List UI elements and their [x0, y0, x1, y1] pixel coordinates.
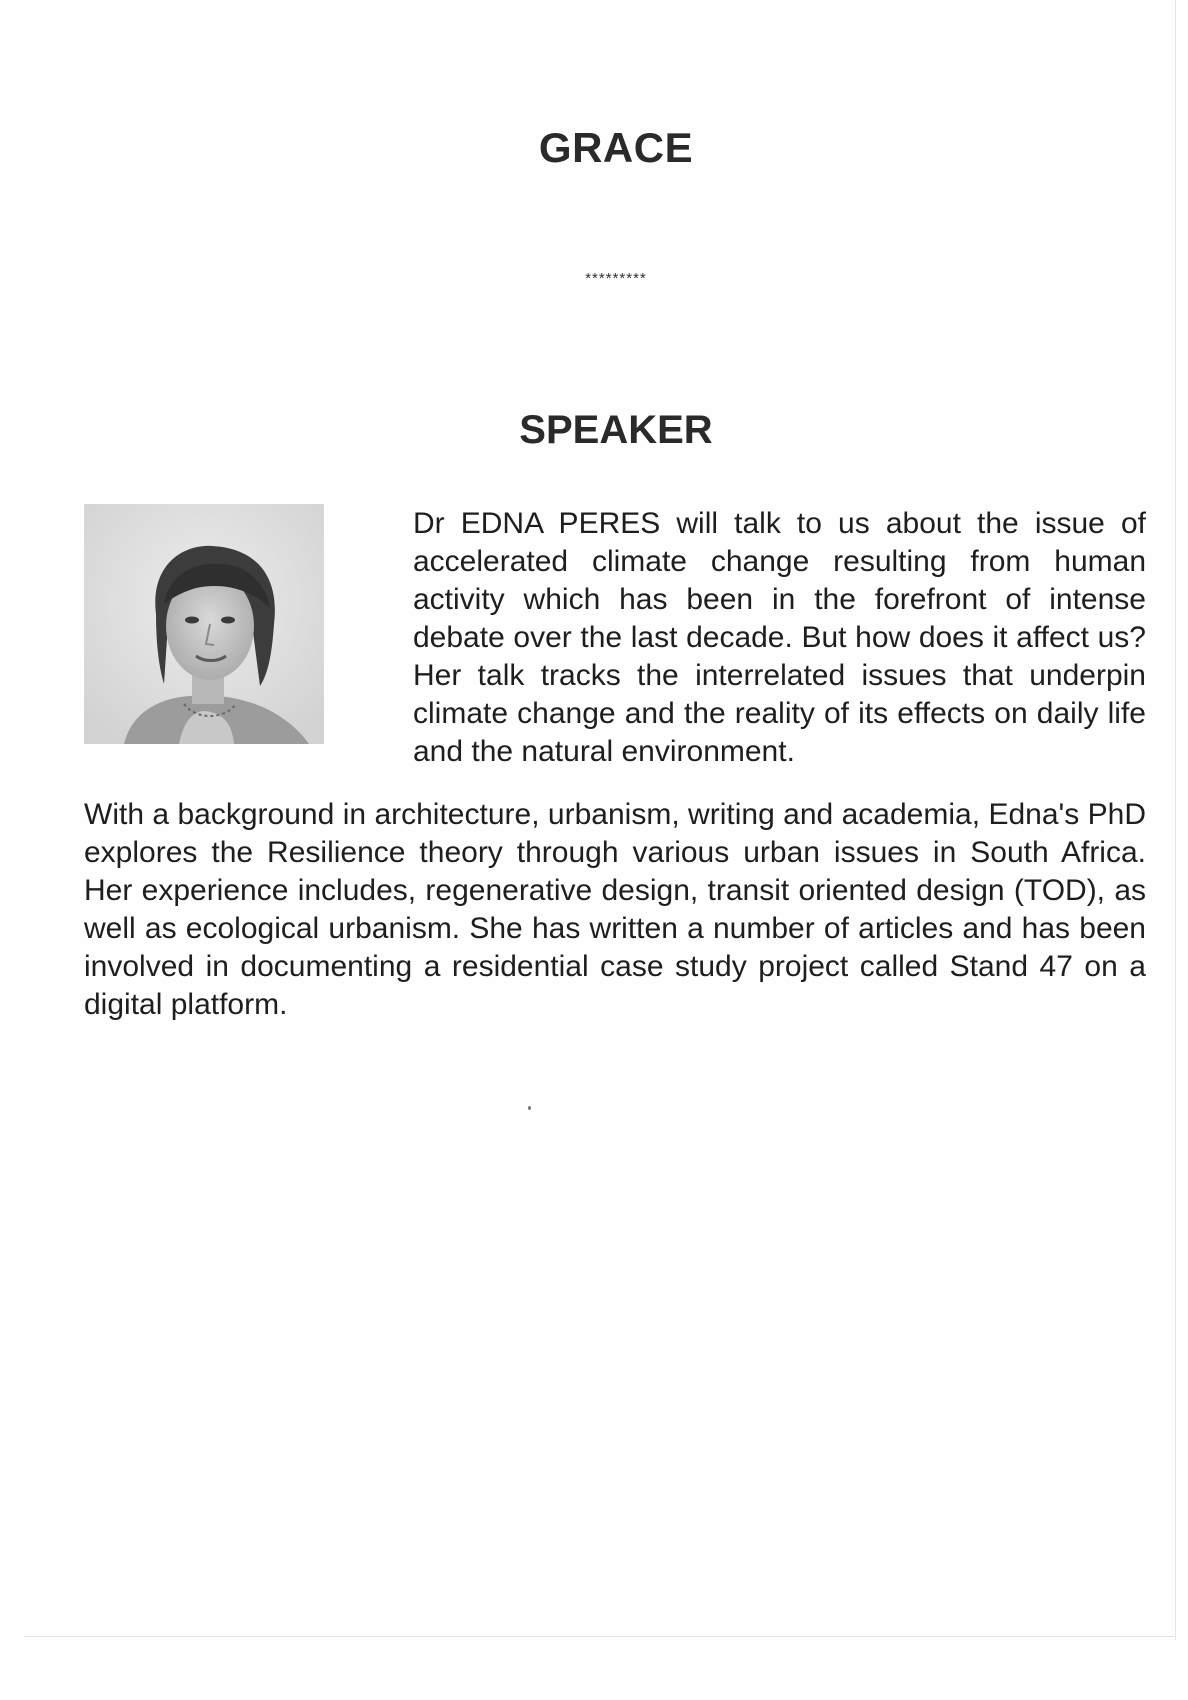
page-edge-bottom: [24, 1636, 1174, 1637]
speaker-intro-paragraph: Dr EDNA PERES will talk to us about the issue of accelerated climate change resulting from human activity which has been in the forefront of intense debate over the last decade. But how does it affect us? Her talk tracks the interrelated issues that underpin climate change and the reality of its effects on daily life and the natural environment.: [413, 507, 1146, 768]
asterisk-divider: *********: [585, 270, 647, 287]
speaker-bio-paragraph: With a background in architecture, urbanism, writing and academia, Edna's PhD explores the Resilience theory through various urban issues in South Africa. Her experience includes, regenerative design, transit oriented design (TOD), as well as ecological urbanism. She has written a number of articles and has been involved in documenting a residential case study project called Stand 47 on a digital platform.: [84, 798, 1146, 1021]
scan-speck: [528, 1106, 531, 1110]
page-title: GRACE: [538, 124, 694, 171]
portrait-photo-icon: [84, 504, 324, 744]
section-heading: SPEAKER: [519, 408, 713, 452]
speaker-photo: [84, 504, 324, 744]
page-edge-right: [1175, 0, 1176, 1640]
